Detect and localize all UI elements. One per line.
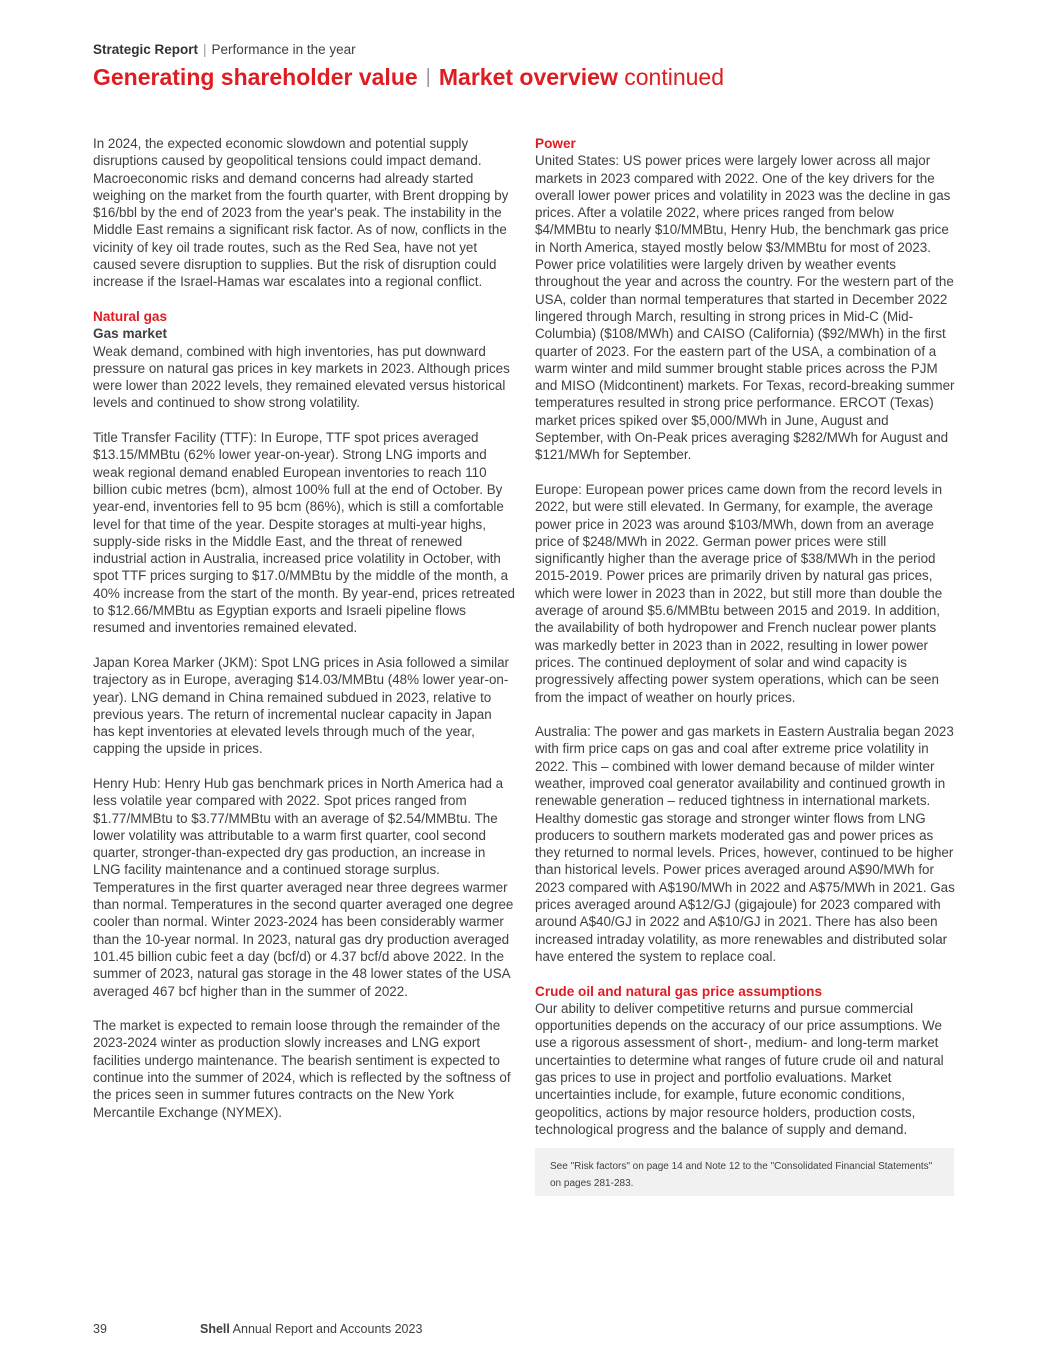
cross-reference-link[interactable]: See "Risk factors" on page 14 and Note 12 to the "Consolidated Financial Statements" on pages 281-283. — [550, 1161, 933, 1189]
breadcrumb — [93, 42, 356, 57]
gas-market-heading: Gas market — [93, 326, 168, 342]
page-number: 39 — [93, 1322, 107, 1336]
ttf-paragraph: Title Transfer Facility (TTF): In Europe, TTF spot prices averaged $13.15/MMBtu (62% lower year-on-year). Strong LNG imports and weak regional demand enabled European inventories to reach 110 billion cubic metres (bcm), almost 100% full at the end of October. By year-end, inventories fell to 95 bcm (86%), which is still a comfortable level for that time of the year. Despite storages at multi-year highs, supply-side risks in the Middle East, and the threat of renewed industrial action in Australia, increased price volatility in October, with spot TTF prices surging to $17.0/MMBtu by the middle of the month, a 40% increase from the start of the month. By year-end, prices retreated to $12.66/MMBtu as Egyptian exports and Israeli pipeline flows resumed and inventories remained elevated. — [93, 430, 516, 636]
us-power-paragraph: United States: US power prices were largely lower across all major markets in 2023 compared with 2022. One of the key drivers for the overall lower power prices and volatility in 2023 was the decline in gas prices. After a volatile 2022, where prices ranged from below $4/MMBtu to nearly $10/MMBtu, Henry Hub, the benchmark gas price in North America, stayed mostly below $3/MMBtu for most of 2023. Power price volatilities were largely driven by weather events throughout the year and across the country. For the western part of the USA, colder than normal temperatures that started in December 2022 lingered through March, resulting in strong prices in Mid-C (Mid-Columbia) ($108/MWh) and CAISO (California) ($92/MWh) in the first quarter of 2023. For the eastern part of the USA, a combination of a warm winter and mild summer brought stable prices across the PJM and MISO (Midcontinent) markets. For Texas, record-breaking summer temperatures resulted in strong price performance. ERCOT (Texas) market prices spiked over $5,000/MWh in June, August and September, with On-Peak prices averaging $282/MWh for August and $121/MWh for September. — [535, 153, 955, 463]
page-title — [93, 64, 724, 91]
natural-gas-heading: Natural gas — [93, 308, 168, 324]
page-title-part2: Market overview — [438, 64, 618, 90]
breadcrumb-subsection[interactable]: Performance in the year — [211, 42, 356, 57]
power-heading: Power — [535, 136, 576, 151]
intro-paragraph: In 2024, the expected economic slowdown and potential supply disruptions caused by geopolitical tensions could impact demand. Macroeconomic risks and demand concerns had already started weighing on the market from the fourth quarter, with Brent dropping by $16/bbl by the end of 2023 from the year's peak. The instability in the Middle East remains a significant risk factor. As of now, conflicts in the vicinity of key oil trade routes, such as the Red Sea, have not yet caused severe disruption to supplies. But the risk of disruption could increase if the Israel-Hamas war escalates into a regional conflict. — [93, 136, 509, 290]
outlook-paragraph: The market is expected to remain loose through the remainder of the 2023-2024 winter as production slowly increases and LNG export facilities undergo maintenance. The bearish sentiment is expected to continue into the summer of 2024, which is reflected by the softness of the prices seen in summer futures contracts on the New York Mercantile Exchange (NYMEX). — [93, 1018, 511, 1120]
breadcrumb-section[interactable]: Strategic Report — [93, 42, 199, 57]
page-title-suffix: continued — [624, 64, 724, 90]
left-column — [93, 135, 515, 1138]
cross-reference-note — [535, 1148, 954, 1196]
page-title-part1: Generating shareholder value — [93, 64, 418, 90]
henry-hub-paragraph: Henry Hub: Henry Hub gas benchmark prices in North America had a less volatile year compared with 2022. Spot prices ranged from $1.77/MMBtu to $3.77/MMBtu with an average of $2.54/MMBtu. The lower volatility was attributable to a warm first quarter, cool second quarter, stronger-than-expected dry gas production, an increase in LNG facility maintenance and a continued storage surplus. Temperatures in the first quarter averaged near three degrees warmer than normal. Temperatures in the second quarter averaged one degree cooler than normal. Winter 2023-2024 has been considerably warmer than the 10-year normal. In 2023, natural gas dry production averaged 101.45 billion cubic feet a day (bcf/d) or 4.37 bcf/d above 2022. In the summer of 2023, natural gas storage in the 48 lower states of the USA averaged 467 bcf higher than in the summer of 2022. — [93, 775, 514, 999]
right-column — [535, 135, 957, 1156]
crude-oil-paragraph: Our ability to deliver competitive returns and pursue commercial opportunities depends on the accuracy of our price assumptions. We use a rigorous assessment of short-, medium- and long-term market uncertainties to determine what ranges of future crude oil and natural gas prices to use in project and portfolio evaluations. Market uncertainties include, for example, future economic conditions, geopolitics, actions by major resource holders, production costs, technological progress and the balance of supply and demand. — [535, 1000, 944, 1137]
gas-market-paragraph: Weak demand, combined with high inventories, has put downward pressure on natural gas prices in key markets in 2023. Although prices were lower than 2022 levels, they remained elevated versus historical levels and continued to show strong volatility. — [93, 343, 510, 411]
breadcrumb-separator: | — [203, 42, 207, 57]
jkm-paragraph: Japan Korea Marker (JKM): Spot LNG prices in Asia followed a similar trajectory as in Europe, averaging $14.03/MMBtu (48% lower year-on-year). LNG demand in China remained subdued in 2023, relative to previous years. The return of incremental nuclear capacity in Japan has kept inventories at elevated levels through much of the year, capping the upside in prices. — [93, 654, 510, 757]
footer-brand: Shell — [200, 1322, 230, 1336]
australia-power-paragraph: Australia: The power and gas markets in Eastern Australia began 2023 with firm price caps on gas and coal after extreme price volatility in 2022. This – combined with lower demand because of milder winter weather, improved coal generator availability and continued growth in renewable generation – reduced tightness in international markets. Healthy domestic gas storage and stronger winter flows from LNG producers to southern markets moderated gas and power prices as they returned to normal levels. Prices, however, continued to be higher than historical levels. Power prices averaged around A$90/MWh for 2023 compared with A$190/MWh in 2022 and A$75/MWh in 2021. Gas prices averaged around A$12/GJ (gigajoule) for 2023 compared with around A$40/GJ in 2022 and A$10/GJ in 2021. There has also been increased intraday volatility, as more renewables and distributed solar have entered the system to replace coal. — [535, 724, 955, 964]
crude-oil-heading: Crude oil and natural gas price assumptions — [535, 983, 823, 999]
title-separator: | — [425, 66, 431, 88]
footer-report-name: Annual Report and Accounts 2023 — [232, 1322, 423, 1336]
europe-power-paragraph: Europe: European power prices came down from the record levels in 2022, but were still elevated. In Germany, for example, the average power price in 2023 was around $103/MWh, down from an average price of $248/MWh in 2022. German power prices were still significantly higher than the average price of $38/MWh in the period 2015-2019. Power prices are primarily driven by natural gas prices, which were lower in 2023 than in 2022, but still more than double the average of around $5.6/MMBtu between 2015 and 2019. In addition, the availability of both hydropower and French nuclear power plants was markedly better in 2023 than in 2022, resulting in lower power prices. The continued deployment of solar and wind capacity is progressively affecting power system operations, which can be seen from the impact of weather on hourly prices. — [535, 481, 943, 705]
footer-report-title — [200, 1322, 422, 1336]
